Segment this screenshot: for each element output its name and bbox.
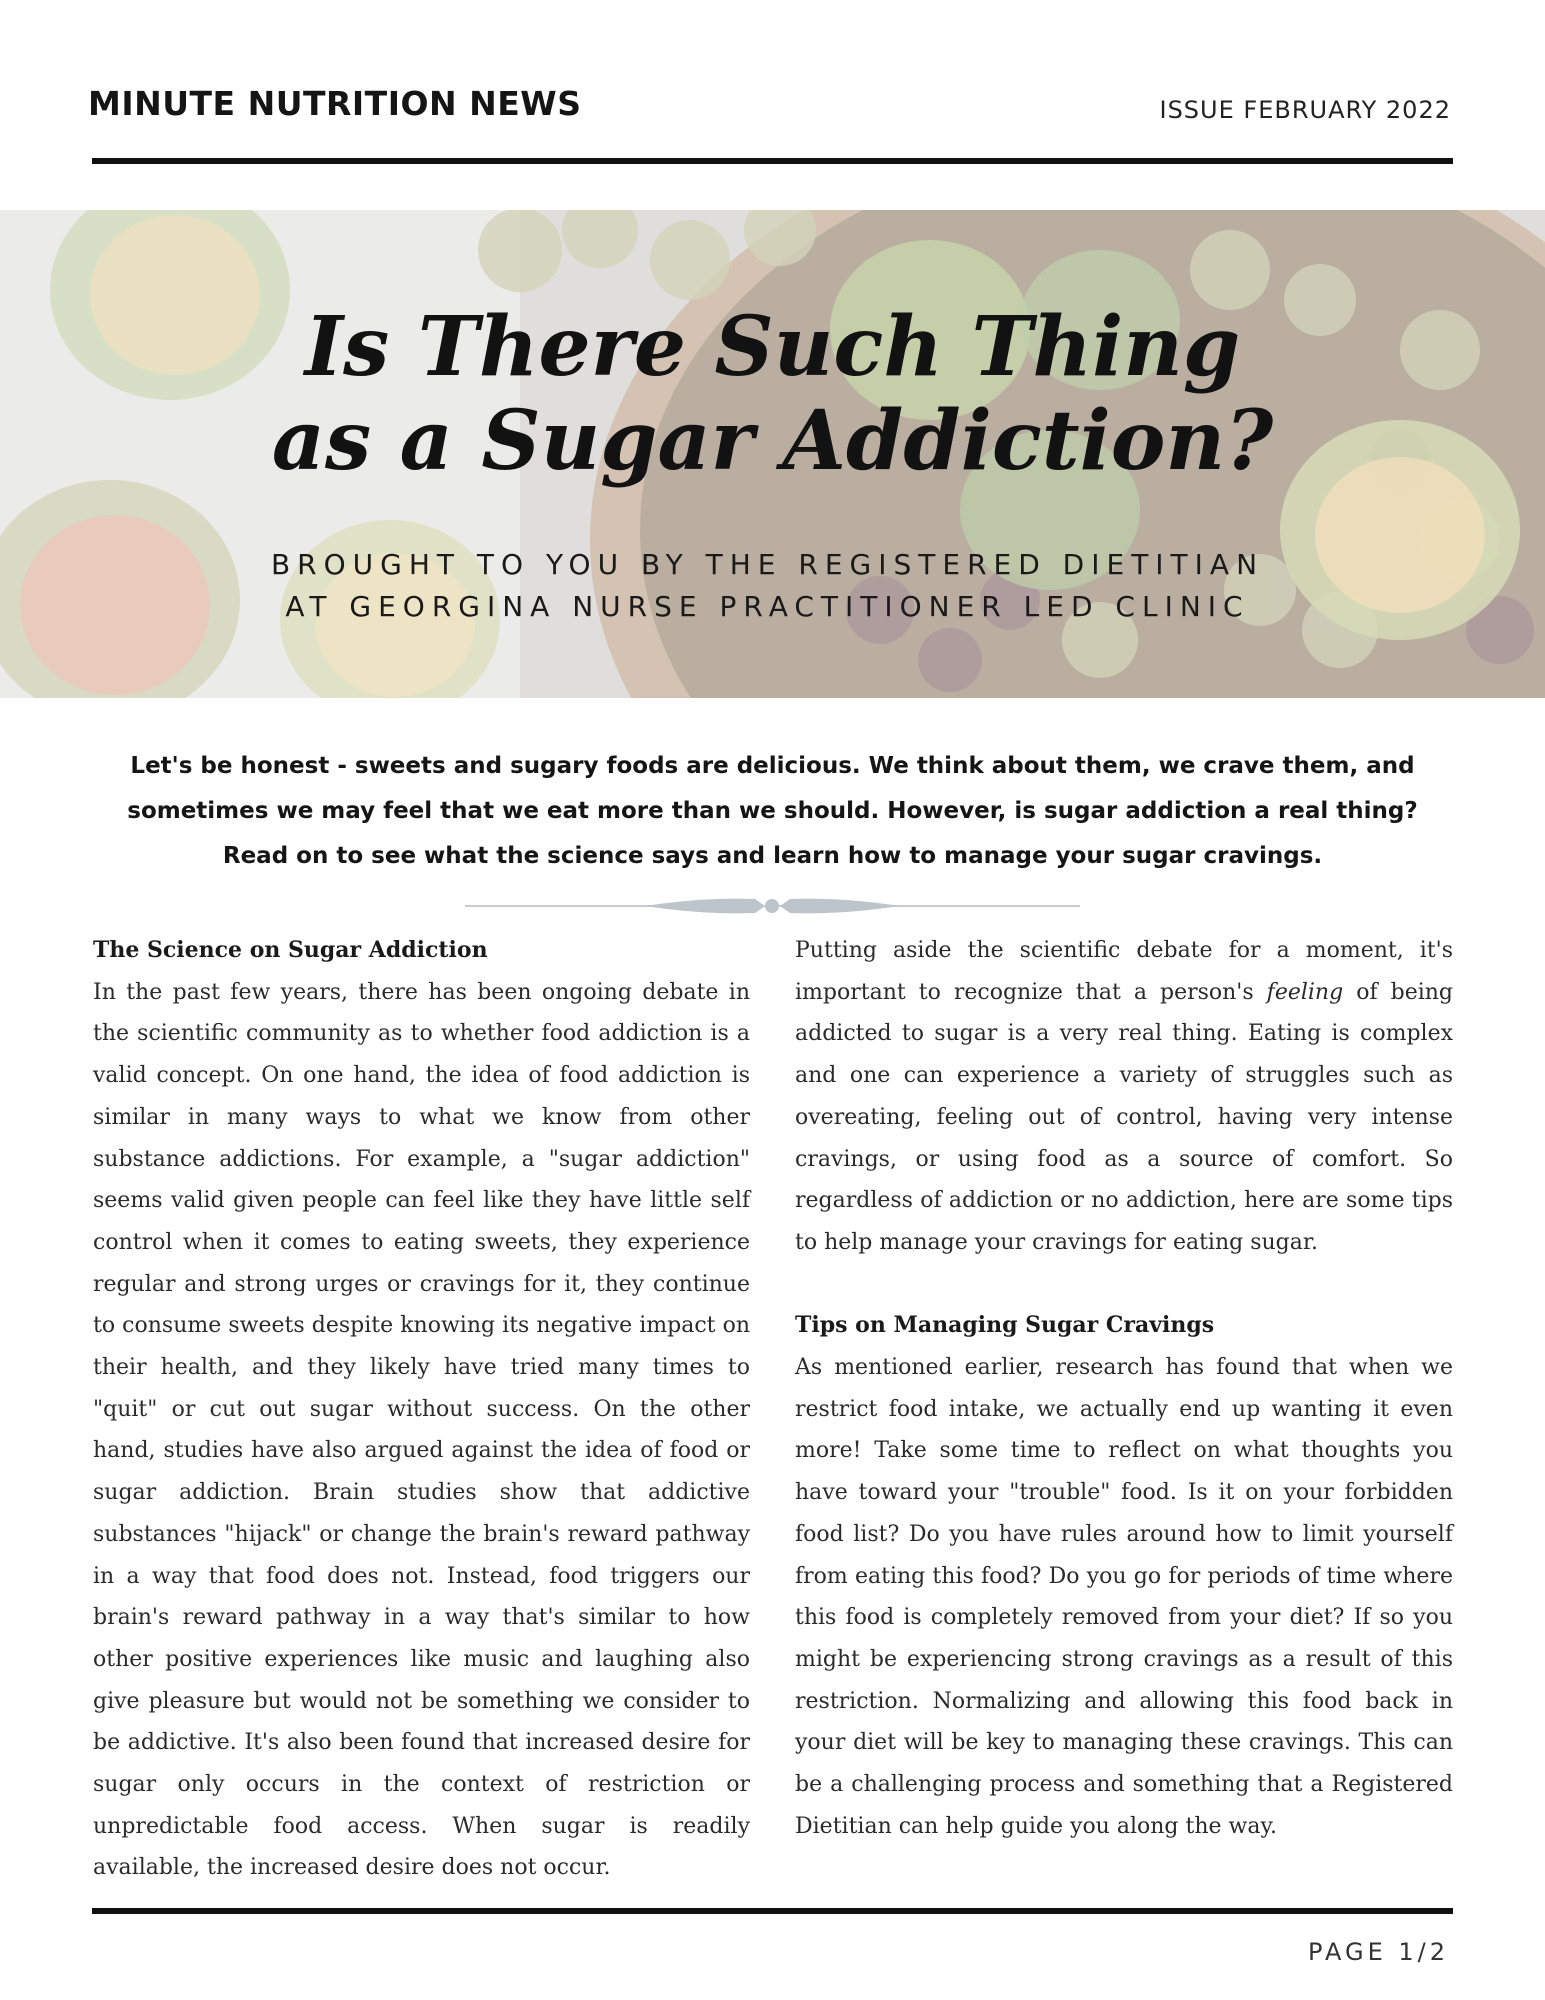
intro-paragraph [795, 930, 1453, 1264]
intro-text-after: of being addicted to sugar is a very real thing. Eating is complex and one can experience a variety of struggles such as overeating, feeling out of control, having very intense cravings, or using food as a source of comfort. So regardless of addiction or no addiction, here are some tips to help manage your cravings for eating sugar. [795, 979, 1454, 1255]
hero-banner [0, 210, 1545, 698]
divider-ornament [465, 893, 1080, 919]
right-column [795, 930, 1453, 1847]
bottom-rule [92, 1908, 1453, 1914]
byline-line1: BROUGHT TO YOU BY THE REGISTERED DIETITIAN [270, 548, 1265, 581]
issue-date: ISSUE FEBRUARY 2022 [1159, 96, 1451, 124]
section-heading-science: The Science on Sugar Addiction [93, 937, 488, 963]
article-title-line2: as a Sugar Addiction? [271, 393, 1274, 489]
page-number: PAGE 1/2 [1308, 1938, 1449, 1966]
article-byline [0, 544, 1535, 628]
article-title-line1: Is There Such Thing [304, 299, 1241, 395]
masthead: MINUTE NUTRITION NEWS [88, 84, 582, 123]
top-rule [92, 158, 1453, 164]
intro-emphasis: feeling [1266, 979, 1344, 1005]
intro-text-before: Putting aside the scientific debate for a moment, it's important to recognize that a person's [795, 938, 1453, 1005]
left-column [93, 930, 750, 1889]
section-body-science: In the past few years, there has been ongoing debate in the scientific community as to whether food addiction is a valid concept. On one hand, the idea of food addiction is similar in many ways to what we know from other substance addictions. For example, a "sugar addiction" seems valid given people can feel like they have little self control when it comes to eating sweets, they experience regular and strong urges or cravings for it, they continue to consume sweets despite knowing its negative impact on their health, and they likely have tried many times to "quit" or cut out sugar without success. On the other hand, studies have also argued against the idea of food or sugar addiction. Brain studies show that addictive substances "hijack" or change the brain's reward pathway in a way that food does not. Instead, food triggers our brain's reward pathway in a way that's similar to how other positive experiences like music and laughing also give pleasure but would not be something we consider to be addictive. It's also been found that increased desire for sugar only occurs in the context of restriction or unpredictable food access. When sugar is readily available, the increased desire does not occur. [93, 979, 750, 1881]
byline-line2: AT GEORGINA NURSE PRACTITIONER LED CLINIC [285, 590, 1250, 623]
article-title [0, 300, 1545, 488]
lead-paragraph: Let's be honest - sweets and sugary foods are delicious. We think about them, we crave them, and sometimes we may feel that we eat more than we should. However, is sugar addiction a real thing? Read on to see what the science says and learn how to manage your sugar cravings. [127, 753, 1418, 869]
section-body-tips: As mentioned earlier, research has found that when we restrict food intake, we actually end up wanting it even more! Take some time to reflect on what thoughts you have toward your "trouble" food. Is it on your forbidden food list? Do you have rules around how to limit yourself from eating this food? Do you go for periods of time where this food is completely removed from your diet? If so you might be experiencing strong cravings as a result of this restriction. Normalizing and allowing this food back in your diet will be key to managing these cravings. This can be a challenging process and something that a Registered Dietitian can help guide you along the way. [795, 1355, 1453, 1839]
paragraph-gap [795, 1264, 1453, 1306]
section-heading-tips: Tips on Managing Sugar Cravings [795, 1312, 1215, 1339]
